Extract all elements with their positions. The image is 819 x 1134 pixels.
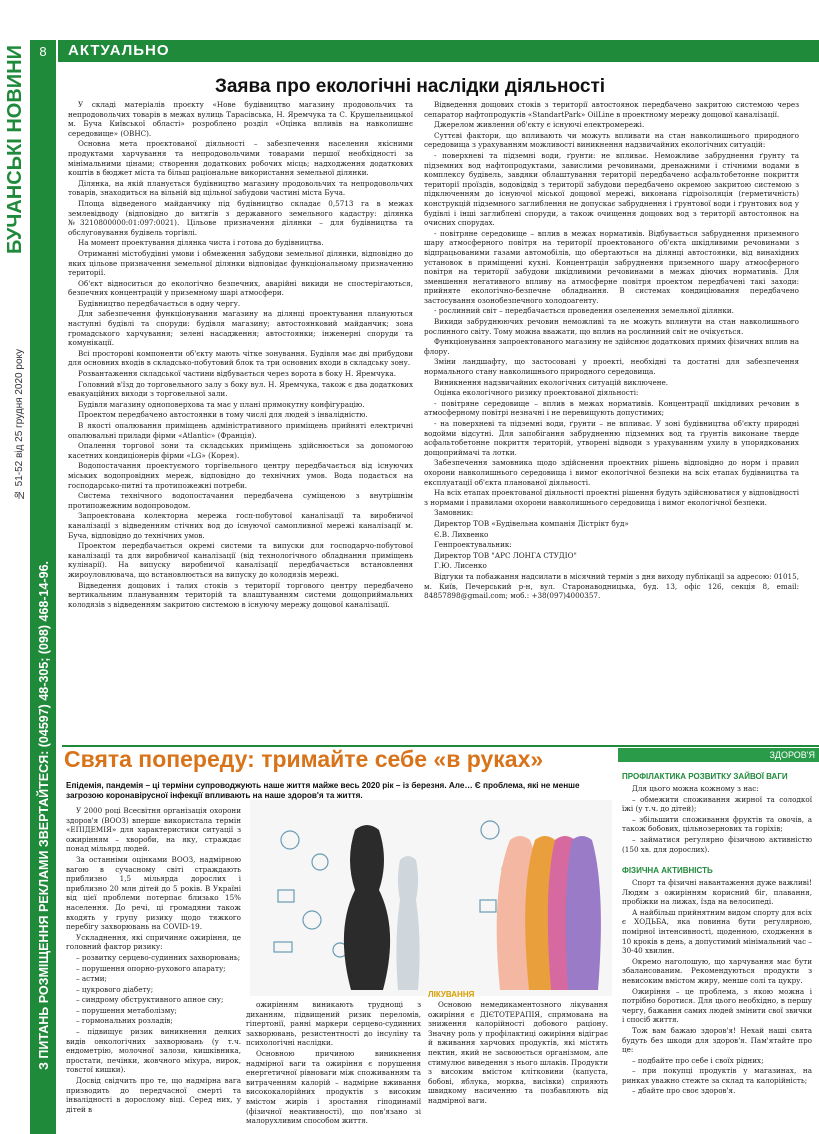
paragraph: – дбайте про своє здоров'я.: [632, 1086, 736, 1096]
paragraph: Водопостачання проектуємого торгівельного центру передбачається від існуючих міських водопровідних мереж, відповідно до технічних умов. Вода подається на господарсько-питні та протипожежні потреби.: [68, 461, 413, 490]
ad-text: З ПИТАНЬ РОЗМІЩЕННЯ РЕКЛАМИ ЗВЕРТАЙТЕСЯ: (04597) 48-305; (098) 468-14-96.: [37, 560, 51, 1070]
paragraph: Площа відведеного майданчику під будівництво складає 0,5713 га в межах землевідводу (відповідно до витягів з державного земельного кадастру: ділянка №3210800000:01:097:0021). Цільове призначення ділянки – для будівництва та обслуговування будівель торгівлі.: [68, 198, 413, 237]
article-right-column: [424, 100, 799, 700]
paragraph: Відгуки та побажання надсилати в місячний термін з дня виходу публікації за адресою: 01015, м. Київ, Печерський р-н, вул. Старонаводницька, буд. 13, офіс 126, секція 8, email: 84857898@gmail.com; моб.: +38(097)4000357.: [424, 571, 799, 601]
treatment-heading: ЛІКУВАННЯ: [428, 990, 475, 999]
paragraph: – цукрового діабету;: [76, 984, 154, 994]
sidebar-label: ЗДОРОВ'Я: [769, 750, 815, 760]
paragraph: Запроектована колекторна мережа госп-побутової каналізації та виробничої каналізації з відведенням стічних вод до існуючої самопливної мережі каналізації м. Буча, відповідно до технічних умов.: [68, 511, 413, 540]
activity-heading: ФІЗИЧНА АКТИВНІСТЬ: [622, 866, 713, 875]
article-title: Заява про екологічні наслідки діяльності: [214, 76, 606, 97]
paragraph: – збільшити споживання фруктів та овочів, а також бобових, цільнозернових та горіхів;: [622, 814, 812, 834]
paragraph: Розвантаження складської частини відбувається через ворота в боку Н. Яремчука.: [78, 369, 397, 379]
paragraph: - рослинний світ – передбачається проведення озеленення земельної ділянки.: [434, 306, 734, 316]
section-title: АКТУАЛЬНО: [68, 42, 170, 59]
paragraph: – порушення опорно-рухового апарату;: [76, 963, 226, 973]
paragraph: - поверхневі та підземні води, ґрунти: не впливає. Неможливе забруднення ґрунту та підземних вод нафтопродуктами, завислими речовинами, дренажними і стічними водами в комплексу будівель, завдяки облаштування території передбачено асфальтобетонне покриття території проїздів, водовідвід з території забудови передбачено окремою закритою системою з підключенням до існуючої міської дощової мережі, виконана гідроізоляція (герметичність) конструкцій підземного заглиблення не допускає забруднення і ґрунтової води і ґрунтових вод у будівлі і інші заглиблені споруди, а також очищення дощових вод з території автостоянок на очисних спорудах.: [424, 150, 799, 228]
health-article-lead: Епідемія, пандемія – ці терміни супроводжують наше життя майже весь 2020 рік – із березня. Але… Є проблема, які не менше загрозою коронавірусної інфекції впливають на наше здоров'я та життя.: [66, 781, 580, 800]
paragraph: - повітряне середовище – вплив в межах нормативів. Відбувається забруднення приземного шару атмосферного повітря на території проектованого об'єкта шкідливими речовинами з відпрацьованими газами автомобілів, що обертаються на ділянці автостоянки, від винахідних установок в приміщенні кухні. Концентрація забруднення приземного шару атмосферного повітря на території забудови шкідливими речовинами в межах діючих нормативів. Для зменшення негативного впливу на атмосферне повітря проектом передбачені такі заходи: прийняте екологічно-безпечне обладнання. В системах кондиціювання передбачено застосування озонобезпечного холодоагенту.: [424, 228, 799, 305]
paragraph: Забезпечення замовника щодо здійснення проектних рішень відповідно до норм і правил охорони навколишнього середовища і вимог екологічної безпеки на всіх етапах будівництва та експлуатації об'єкта планованої діяльності.: [424, 458, 799, 487]
paragraph: – подбайте про себе і своїх рідних;: [632, 1055, 764, 1065]
paragraph: Отриманні містобудівні умови і обмеження забудови земельної ділянки, відповідно до яких цільове призначення земельної ділянки відповідає функціональному призначенню території.: [68, 248, 413, 278]
paragraph: ожирінням виникають труднощі з диханням, підвищений ризик переломів, гіпертонії, ранні маркери серцево-судинних захворювань, резистентності до інсуліну та психологічні наслідки.: [246, 1000, 421, 1048]
paragraph: Основна мета проєктованої діяльності – забезпечення населення якісними продуктами харчування та непродовольчими товарами першої необхідності за мінімальними цінами; створення додаткових робочих місць; надходження додаткових коштів в бюджет міста та більш раціональне використання земельної ділянки.: [68, 139, 413, 178]
paragraph: Ділянка, на якій планується будівництво магазину продовольчих та непродовольчих товарів, знаходиться на вільній від щільної забудови частині міста Буча.: [68, 178, 413, 198]
paragraph: Будівництво передбачається в одну чергу.: [78, 298, 241, 308]
paragraph: Основою немедикаментозного лікування ожиріння є ДІЄТОТЕРАПІЯ, спрямована на зниження калорійності добового раціону. Значну роль у профілактиці ожиріння відіграє й вживання харчових продуктів, які містять пектин, який не засвоюється організмом, але стимулює виведення з нього шлаків. Продукти з високим вмістом клітковини (капуста, бобові, яблука, морква, висівки) сприяють швидкому насиченню та позбавляють від надмірної ваги.: [428, 1000, 608, 1105]
paragraph: Замовник:: [434, 508, 474, 518]
issue-info: [8, 245, 30, 605]
paragraph: Генпроектувальник:: [434, 540, 512, 550]
paragraph: Для забезпечення функціонування магазину на ділянці проектування плануються наступні будівлі та споруди: будівля магазину; автостоянковий майданчик; зона громадського харчування; зелені насадження; автостоянки; інженерні споруди та комунікації.: [68, 309, 413, 348]
paragraph: Тож вам бажаю здоров'я! Нехай наші свята будуть без шкоди для здоров'я. Пам'ятайте про це:: [622, 1025, 812, 1055]
paragraph: - повітряне середовище – вплив в межах нормативів. Концентрації шкідливих речовин в атмосферному повітрі незначні і не перевищують допустимих;: [424, 398, 799, 418]
paragraph: – синдрому обструктивного апное сну;: [76, 995, 224, 1005]
paragraph: На момент проектування ділянка чиста і готова до будівництва.: [78, 238, 324, 248]
newspaper-brand: [0, 45, 30, 255]
paragraph: Опалення торгової зони та складських приміщень здійснюється за допомогою касетних кондиціонерів фірми «LG» (Корея).: [68, 441, 413, 460]
paragraph: Спорт та фізичні навантаження дуже важливі! Людям з ожирінням корисний біг, плавання, пробіжки на лижах, їзда на велосипеді.: [622, 878, 812, 907]
paragraph: В якості опалювання приміщень адміністративного приміщень прийняті електричні опалювальні прилади фірми «Atlantic» (Франція).: [68, 421, 413, 440]
paragraph: Відведення дощових стоків з території автостоянок передбачено закритою системою через сепаратор нафтопродуктів «StandartPark» OilLine в проектному мережу дощової каналізації.: [424, 100, 799, 119]
paragraph: Виникнення надзвичайних екологічних ситуацій виключене.: [434, 377, 669, 387]
paragraph: Директор ТОВ «Будівельна компанія Дістрікт буд»: [434, 518, 629, 528]
paragraph: Окремо наголошую, що харчування має бути збалансованим. Рекомендуються продукти з невисоким вмістом жиру, менше солі та цукру.: [622, 956, 812, 985]
paragraph: Г.Ю. Лисенко: [434, 561, 487, 571]
paragraph: – порушення метаболізму;: [76, 1005, 177, 1015]
paragraph: Будівля магазину одноповерхова та має у плані прямокутну конфігурацію.: [78, 399, 365, 409]
paragraph: У 2000 році Всесвітня організація охорони здоров'я (ВООЗ) вперше використала термін «ЕПІДЕМІЯ» для характеристики ситуації з ожирінням – хвороби, на яку, страждає понад мільярд людей.: [66, 806, 241, 854]
prevention-body: [622, 784, 812, 864]
paragraph: Оцінка екологічного ризику проектованої діяльності:: [434, 388, 639, 398]
paragraph: Для цього можна кожному з нас:: [632, 784, 759, 793]
paragraph: Ускладнення, які спричиняє ожиріння, це головний фактор ризику:: [66, 932, 241, 952]
activity-body: [622, 878, 812, 1128]
paragraph: Суттєві фактори, що впливають чи можуть впливати на стан навколишнього природного середовища з урахуванням можливості виникнення надзвичайних екологічних ситуацій:: [424, 130, 799, 150]
health-column-1: [66, 806, 241, 1126]
paragraph: – займатися регулярно фізичною активністю (150 хв. для дорослих).: [622, 834, 812, 854]
paragraph: А найбільш прийнятним видом спорту для всіх є ХОДЬБА, яка повинна бути регулярною, помірної інтенсивності, щоденною, сходження в 10 кроків в день, а допустимий мінімальний час – 30-40 хвилин.: [622, 907, 812, 956]
health-column-2: [246, 1000, 421, 1130]
paragraph: – астми;: [76, 974, 107, 984]
paragraph: – обмежити споживання жирної та солодкої їжі (у т.ч. до дітей);: [622, 794, 812, 814]
paragraph: Викиди забруднюючих речовин неможливі та не можуть вплинути на стан навколишнього рослинного світу. Тому можна вважати, що вплив на рослинний світ не очікується.: [424, 317, 799, 336]
health-column-3: [428, 1000, 608, 1130]
advertising-contact: [32, 500, 56, 1130]
paragraph: Джерелом живлення об'єкту є існуючі електромережі.: [434, 120, 645, 130]
brand-text: БУЧАНСЬКІ НОВИНИ: [3, 45, 26, 255]
paragraph: Основною причиною виникнення надмірної ваги та ожиріння є порушення енергетичної рівноваги між споживанням та витраченням калорій – надмірне вживання висококалорійних продуктів з високим вмістом жирів і зростання гіподинамії (фізичної неактивності), що пов'язано зі малорухливим способом життя.: [246, 1048, 421, 1126]
paragraph: Зміни ландшафту, що застосовані у проекті, необхідні та достатні для забезпечення нормального стану навколишнього природного середовища.: [424, 357, 799, 377]
paragraph: Є.В. Лихвенко: [434, 529, 489, 539]
issue-text: № 51-52 від 25 грудня 2020 року: [13, 349, 25, 501]
paragraph: Всі просторові компоненти об'єкту мають чітке зонування. Будівля має дві прибудови для основних входів в складсько-побутовий блок та три основних входи в складську зону.: [68, 348, 413, 368]
paragraph: – підвищує ризик виникнення деяких видів онкологічних захворювань (у т.ч. ендометрію, молочної залози, кишківника, простати, печінки, жовчного міхура, нирок, товстої кишки).: [66, 1027, 241, 1075]
paragraph: На всіх етапах проектованої діяльності проектні рішення будуть здійснюватися у відповідності з нормами і правилами охорони навколишнього середовища і вимог екологічної безпеки.: [424, 488, 799, 507]
prevention-heading: ПРОФІЛАКТИКА РОЗВИТКУ ЗАЙВОЇ ВАГИ: [622, 772, 788, 781]
paragraph: – при покупці продуктів у магазинах, на ринках уважно стежте за склад та калорійність;: [622, 1066, 812, 1085]
article-left-column: [68, 100, 413, 660]
obesity-illustration: [250, 800, 612, 996]
paragraph: Об'єкт відноситься до екологічно безпечних, аварійні викиди не спостерігаються, безпечних концентрацій у приземному шарі атмосфери.: [68, 278, 413, 298]
paragraph: Проектом передбачається окремі системи та випуски для господарчо-побутової каналізації та для виробничої каналізації (від технологічного обладнання приміщень кулінарії). На випуску виробничої каналізації передбачається встановлення жироуловлювача, що встановлюється на випуску до колодязів мережі.: [68, 541, 413, 579]
paragraph: Головний в'їзд до торговельного залу з боку вул. Н. Яремчука, також є два додаткових евакуаційних виходи з торговельної зали.: [68, 379, 413, 399]
paragraph: Проектом передбачено автостоянки в тому числі для людей з інвалідністю.: [78, 410, 368, 420]
paragraph: Функціонування запроектованого магазину не здійснює додаткових прямих фізичних вплив на флору.: [424, 337, 799, 356]
paragraph: – гормональних розладів;: [76, 1016, 173, 1026]
page-number: 8: [39, 44, 47, 59]
paragraph: Ожиріння – це проблема, з якою можна і потрібно боротися. Для цього необхідно, в першу чергу, бажання самих людей змінити свої звички і спосіб життя.: [622, 986, 812, 1025]
paragraph: – розвитку серцево-судинних захворювань;: [76, 952, 241, 962]
paragraph: Система технічного водопостачання передбачена суміщеною з внутрішнім протипожежним водопроводом.: [68, 491, 413, 510]
health-article-title: Свята попереду: тримайте себе «в руках»: [64, 746, 544, 772]
paragraph: - на поверхневі та підземні води, ґрунти – не впливає. У зоні будівництва об'єкту природні водойми відсутні. Для запобігання забрудненню підземних вод та ґрунтів виконане тверде асфальтобетонне покриття територій, утворені відводи з урахуванням ухилу в упорядкованих дощоприймачі та лотки.: [424, 419, 799, 457]
paragraph: У складі матеріалів проєкту «Нове будівництво магазину продовольчих та непродовольчих товарів в межах вулиць Тарасівська, Н. Яремчука та С. Крушельницької м. Буча Київської області» розроблено розділ «Оцінка впливів на навколишнє середовище» (ОВНС).: [68, 100, 413, 138]
paragraph: За останніми оцінками ВООЗ, надмірною вагою в сучасному світі страждають приблизно 1,5 мільярда дорослих і приблизно 20 млн дітей до 5 років. В Україні від цієї проблеми потерпає близько 15% населення. До речі, ці громадяни також входять у групу ризику щодо тяжкого перебігу захворювань на COVID-19.: [66, 854, 241, 932]
paragraph: Відведення дощових і талих стоків з території торгового центру передбачено вертикальним плануванням територій та влаштуванням системи дощоприймальних колодязів з відведенням закритою системою в існуючу мережу дощової каналізації.: [68, 580, 413, 609]
paragraph: Досвід свідчить про те, що надмірна вага призводить до передчасної смерті та інвалідності в дорослому віці. Серед них, у дітей в: [66, 1076, 241, 1114]
section-header-band: [58, 40, 819, 62]
paragraph: Директор ТОВ "АРС ЛОНГА СТУДІО": [434, 550, 577, 560]
